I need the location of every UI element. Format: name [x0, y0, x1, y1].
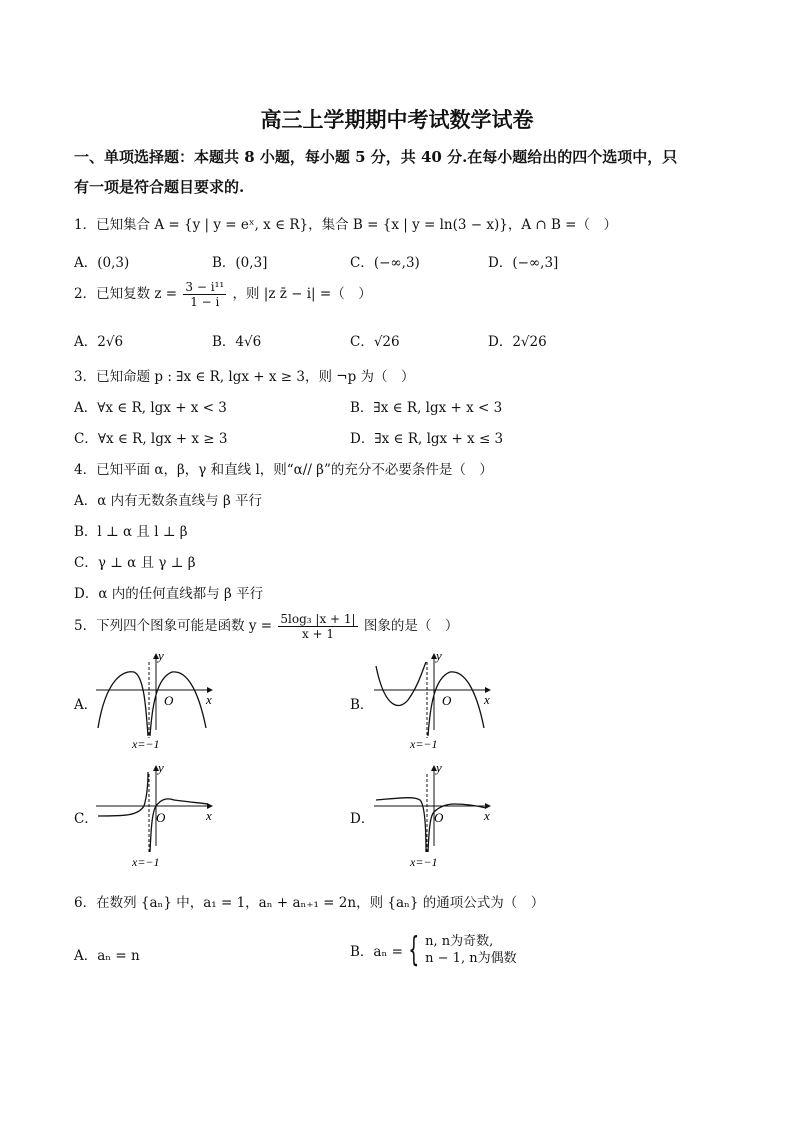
q5-option-b-label: B． — [350, 697, 374, 713]
asymptote-label: x=−1 — [410, 737, 438, 750]
y-axis-label: y — [436, 648, 442, 663]
q6-option-b-cases — [425, 933, 516, 967]
curve-right — [150, 672, 206, 736]
x-axis-label: x — [206, 808, 212, 823]
q1-option-d: D．(−∞,3] — [488, 255, 559, 271]
asymptote-label: x=−1 — [132, 855, 160, 868]
q1-stem: 1．已知集合 A = {y | y = eˣ, x ∈ R}，集合 B = {x | y = ln(3 − x)}，A ∩ B =（ ） — [74, 217, 617, 233]
asymptote-label: x=−1 — [410, 855, 438, 868]
q2-option-b: B．4√6 — [212, 334, 262, 350]
origin-label: O — [442, 693, 452, 708]
y-axis-label: y — [158, 648, 164, 663]
q2-option-a: A．2√6 — [74, 334, 124, 350]
q5-graph-b — [372, 648, 502, 750]
q4-option-a: A．α 内有无数条直线与 β 平行 — [74, 493, 263, 509]
q4-option-c: C．γ ⊥ α 且 γ ⊥ β — [74, 555, 196, 571]
q5-option-c-label: C． — [74, 811, 98, 827]
origin-label: O — [164, 693, 174, 708]
q6-option-b-prefix: B．aₙ = — [350, 944, 403, 960]
q2-option-d: D．2√26 — [488, 334, 547, 350]
curve-right — [150, 799, 208, 852]
q1-option-a: A．(0,3) — [74, 255, 130, 271]
curve-left — [98, 672, 148, 736]
q5-fraction-denominator: x + 1 — [301, 627, 335, 641]
q6-option-b — [350, 930, 517, 970]
q2-fraction — [183, 280, 226, 309]
q5-graph-a — [94, 648, 224, 750]
asymptote-label: x=−1 — [132, 737, 160, 750]
q6-option-b-brace: { — [408, 930, 420, 970]
q5-stem — [74, 612, 458, 641]
curve-right — [428, 672, 484, 736]
q4-option-b: B．l ⊥ α 且 l ⊥ β — [74, 524, 188, 540]
curve-left — [376, 662, 426, 706]
q2-stem — [74, 280, 372, 309]
q5-prefix: 5．下列四个图象可能是函数 y = — [74, 618, 273, 634]
section-heading-line2: 有一项是符合题目要求的. — [74, 178, 245, 196]
x-axis-label: x — [206, 692, 212, 707]
q3-option-a: A．∀x ∈ R, lgx + x < 3 — [74, 400, 227, 416]
q5-graph-d — [372, 760, 502, 868]
page-title: 高三上学期期中考试数学试卷 — [260, 107, 534, 132]
q3-option-d: D．∃x ∈ R, lgx + x ≤ 3 — [350, 431, 504, 447]
x-axis-label: x — [484, 808, 490, 823]
q5-fraction-numerator: 5log₃ |x + 1| — [280, 612, 356, 626]
q2-fraction-denominator: 1 − i — [190, 295, 220, 309]
q4-stem: 4．已知平面 α，β，γ 和直线 l，则“α// β”的充分不必要条件是（ ） — [74, 462, 493, 478]
q6-stem: 6．在数列 {aₙ} 中，a₁ = 1，aₙ + aₙ₊₁ = 2n，则 {aₙ} 的通项公式为（ ） — [74, 895, 545, 911]
q1-option-b: B．(0,3] — [212, 255, 268, 271]
q2-fraction-numerator: 3 − i¹¹ — [185, 280, 225, 294]
y-axis-label: y — [158, 760, 164, 775]
x-axis-label: x — [484, 692, 490, 707]
q5-fraction — [278, 612, 357, 641]
q5-option-d-label: D． — [350, 811, 375, 827]
q6-option-b-case2: n − 1, n为偶数 — [425, 951, 517, 966]
curve-left — [98, 772, 148, 816]
origin-label: O — [434, 810, 444, 825]
q5-suffix: 图象的是（ ） — [363, 618, 459, 634]
q2-option-c: C．√26 — [350, 334, 400, 350]
y-axis-label: y — [436, 760, 442, 775]
q2-suffix: ，则 |z z̄ − i| =（ ） — [232, 286, 372, 302]
q3-option-b: B．∃x ∈ R, lgx + x < 3 — [350, 400, 503, 416]
q5-option-a-label: A． — [74, 697, 98, 713]
q2-prefix: 2．已知复数 z = — [74, 286, 178, 302]
q3-stem: 3．已知命题 p : ∃x ∈ R, lgx + x ≥ 3，则 ¬p 为（ ） — [74, 369, 415, 385]
q3-option-c: C．∀x ∈ R, lgx + x ≥ 3 — [74, 431, 228, 447]
q6-option-a: A．aₙ = n — [74, 948, 140, 964]
q4-option-d: D．α 内的任何直线都与 β 平行 — [74, 586, 264, 602]
q1-option-c: C．(−∞,3) — [350, 255, 420, 271]
origin-label: O — [156, 810, 166, 825]
q6-option-b-case1: n, n为奇数, — [425, 934, 494, 949]
q5-graph-c — [94, 760, 224, 868]
section-heading-line1: 一、单项选择题：本题共 8 小题，每小题 5 分，共 40 分.在每小题给出的四个选项中，只 — [74, 148, 678, 166]
